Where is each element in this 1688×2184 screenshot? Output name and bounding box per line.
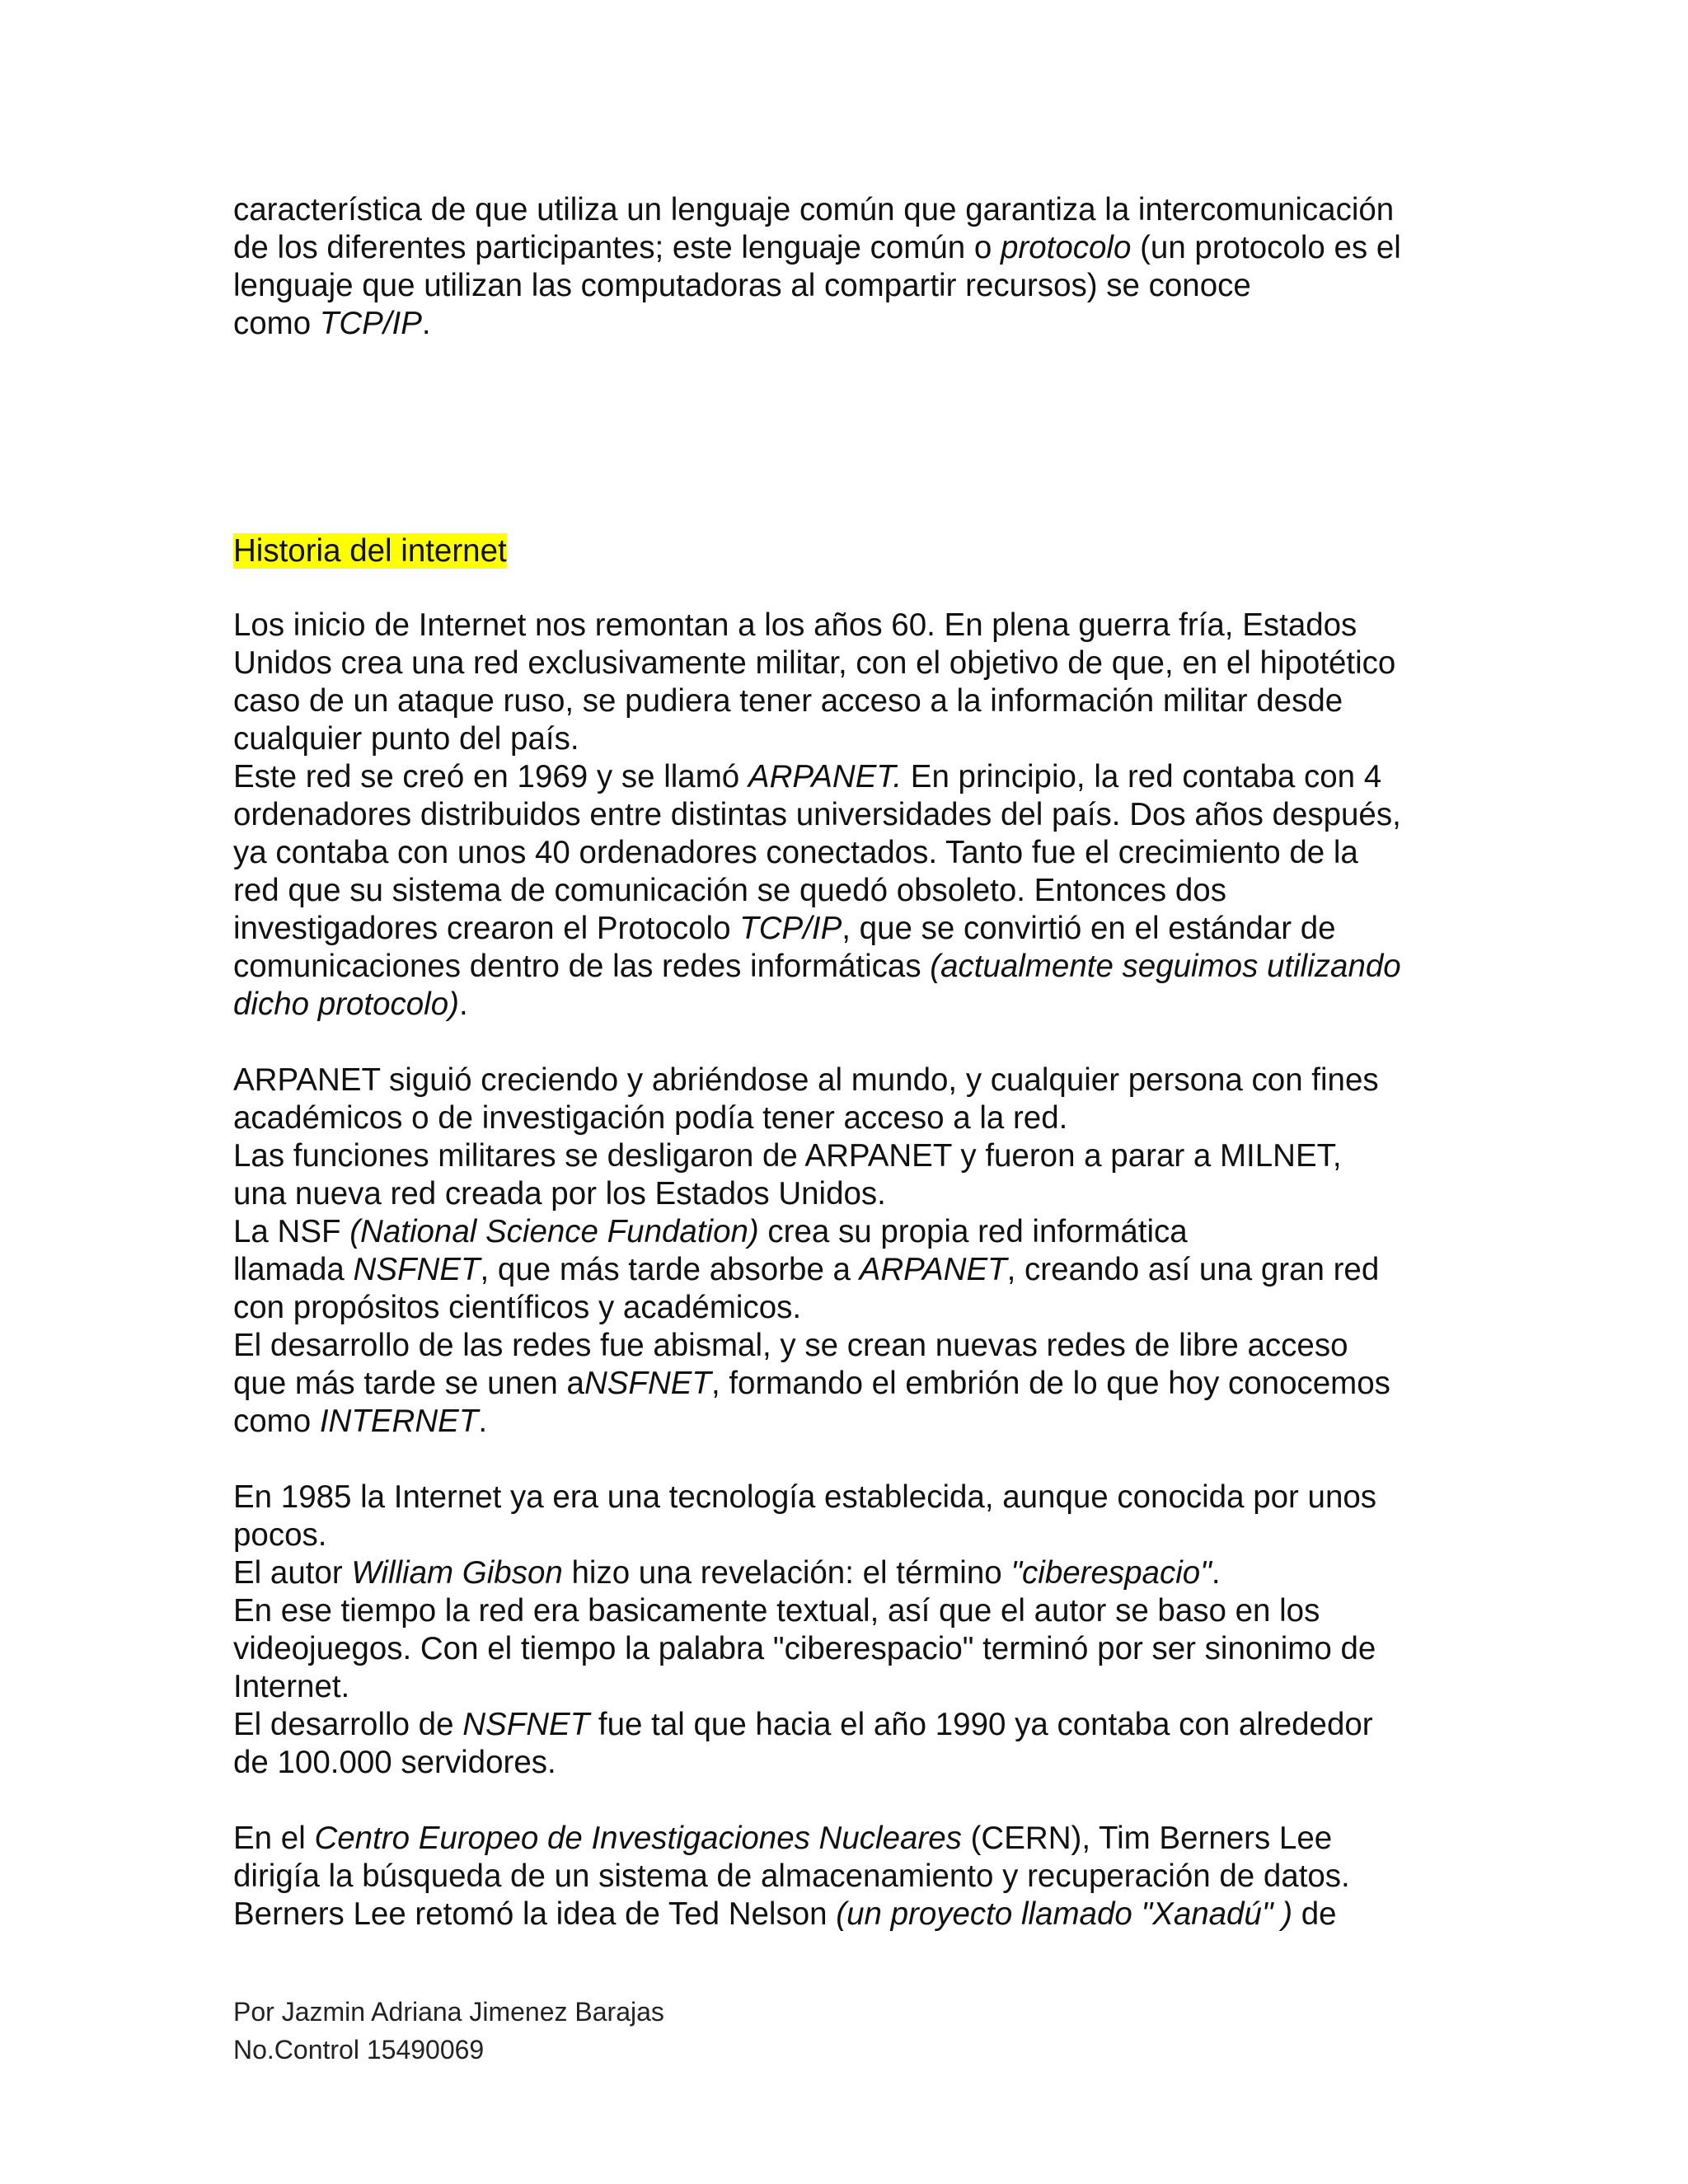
text-line xyxy=(233,758,1478,796)
text-run: crea su propia red informática xyxy=(758,1214,1188,1249)
text-run: como xyxy=(233,306,320,341)
italic-run: protocolo xyxy=(1001,230,1132,265)
footer-control-number: No.Control 15490069 xyxy=(233,2035,485,2064)
text-line xyxy=(233,1175,1478,1213)
italic-run: TCP/IP xyxy=(739,911,842,946)
text-run: (un protocolo es el xyxy=(1131,230,1401,265)
text-run: En ese tiempo la red era basicamente textual, así que el autor se baso en los xyxy=(233,1593,1320,1629)
text-line xyxy=(233,1213,1478,1251)
highlighted-heading-text: Historia del internet xyxy=(233,533,507,569)
text-line xyxy=(233,834,1478,872)
text-line xyxy=(233,720,1478,758)
text-run: dirigía la búsqueda de un sistema de almacenamiento y recuperación de datos. xyxy=(233,1858,1350,1894)
text-run: , que se convirtió en el estándar de xyxy=(842,911,1336,946)
text-run: red que su sistema de comunicación se quedó obsoleto. Entonces dos xyxy=(233,873,1226,908)
italic-run: "ciberespacio" xyxy=(1010,1555,1212,1591)
text-line xyxy=(233,607,1478,644)
text-line xyxy=(233,1327,1478,1365)
paragraph-arpanet xyxy=(233,1062,1478,1441)
text-run: . xyxy=(421,306,431,341)
text-line xyxy=(233,1099,1478,1137)
text-line xyxy=(233,1706,1478,1744)
text-run: de xyxy=(1292,1896,1337,1932)
text-line xyxy=(233,1062,1478,1099)
text-line xyxy=(233,267,1478,305)
italic-run: ARPANET. xyxy=(748,759,903,794)
text-line xyxy=(233,1820,1478,1858)
text-run: ARPANET siguió creciendo y abriéndose al mundo, y cualquier persona con fines xyxy=(233,1062,1379,1098)
page-footer xyxy=(233,1993,664,2069)
text-line xyxy=(233,1516,1478,1554)
text-run: Berners Lee retomó la idea de Ted Nelson xyxy=(233,1896,837,1932)
italic-run: (actualmente seguimos utilizando xyxy=(930,949,1401,984)
text-line xyxy=(233,872,1478,910)
text-run: de 100.000 servidores. xyxy=(233,1745,556,1780)
footer-author: Por Jazmin Adriana Jimenez Barajas xyxy=(233,1997,664,2027)
paragraph-cern xyxy=(233,1820,1478,1933)
italic-run: NSFNET xyxy=(353,1252,481,1287)
text-line xyxy=(233,682,1478,720)
text-line xyxy=(233,1592,1478,1630)
text-run: característica de que utiliza un lenguaje común que garantiza la intercomunicación xyxy=(233,192,1395,227)
text-run: ordenadores distribuidos entre distintas universidades del país. Dos años después, xyxy=(233,797,1401,832)
text-line xyxy=(233,229,1478,267)
text-run: investigadores crearon el Protocolo xyxy=(233,911,740,946)
text-run: La NSF xyxy=(233,1214,350,1249)
text-line xyxy=(233,1668,1478,1706)
text-run: comunicaciones dentro de las redes informáticas xyxy=(233,949,931,984)
text-line xyxy=(233,910,1478,948)
paragraph-1985 xyxy=(233,1479,1478,1782)
text-line xyxy=(233,986,1478,1024)
text-run: fue tal que hacia el año 1990 ya contaba con alrededor xyxy=(589,1707,1373,1742)
text-run: videojuegos. Con el tiempo la palabra "ciberespacio" terminó por ser sinonimo de xyxy=(233,1631,1376,1666)
text-line xyxy=(233,305,1478,343)
section-heading xyxy=(233,532,1478,570)
text-line xyxy=(233,1289,1478,1327)
text-line xyxy=(233,948,1478,986)
text-run: , creando así una gran red xyxy=(1006,1252,1380,1287)
text-run: En 1985 la Internet ya era una tecnología establecida, aunque conocida por unos xyxy=(233,1479,1377,1515)
text-run: con propósitos científicos y académicos. xyxy=(233,1290,802,1325)
text-run: En principio, la red contaba con 4 xyxy=(902,759,1382,794)
text-line xyxy=(233,1251,1478,1289)
italic-run: dicho protocolo) xyxy=(233,987,459,1022)
text-run: Los inicio de Internet nos remontan a los años 60. En plena guerra fría, Estados xyxy=(233,607,1357,643)
text-line xyxy=(233,1479,1478,1516)
text-line xyxy=(233,1630,1478,1668)
text-run: El desarrollo de las redes fue abismal, y se crean nuevas redes de libre acceso xyxy=(233,1328,1348,1363)
italic-run: NSFNET xyxy=(584,1366,711,1401)
italic-run: NSFNET xyxy=(462,1707,590,1742)
italic-run: (National Science Fundation) xyxy=(349,1214,759,1249)
text-run: como xyxy=(233,1404,320,1439)
text-run: . xyxy=(478,1404,488,1439)
paragraph-origins xyxy=(233,607,1478,1024)
text-run: pocos. xyxy=(233,1517,327,1553)
document-body xyxy=(233,191,1478,1933)
text-run: , formando el embrión de lo que hoy conocemos xyxy=(710,1366,1390,1401)
text-run: . xyxy=(1211,1555,1221,1591)
italic-run: Centro Europeo de Investigaciones Nucleares xyxy=(314,1821,962,1856)
text-line xyxy=(233,1858,1478,1896)
text-run: llamada xyxy=(233,1252,354,1287)
text-run: cualquier punto del país. xyxy=(233,721,579,757)
text-run: que más tarde se unen a xyxy=(233,1366,584,1401)
italic-run: TCP/IP xyxy=(319,306,422,341)
text-run: (CERN), Tim Berners Lee xyxy=(961,1821,1333,1856)
text-line xyxy=(233,1896,1478,1933)
italic-run: (un proyecto llamado "Xanadú" ) xyxy=(836,1896,1293,1932)
text-line xyxy=(233,1137,1478,1175)
text-run: Internet. xyxy=(233,1669,350,1704)
text-run: de los diferentes participantes; este lenguaje común o xyxy=(233,230,1001,265)
text-line xyxy=(233,1554,1478,1592)
intro-paragraph xyxy=(233,191,1478,343)
text-line xyxy=(233,191,1478,229)
text-run: El autor xyxy=(233,1555,352,1591)
text-run: una nueva red creada por los Estados Unidos. xyxy=(233,1176,886,1212)
text-run: académicos o de investigación podía tener acceso a la red. xyxy=(233,1100,1068,1136)
text-line xyxy=(233,1744,1478,1782)
text-run: Unidos crea una red exclusivamente militar, con el objetivo de que, en el hipotético xyxy=(233,645,1396,681)
italic-run: William Gibson xyxy=(351,1555,563,1591)
text-run: caso de un ataque ruso, se pudiera tener acceso a la información militar desde xyxy=(233,683,1343,719)
text-run: lenguaje que utilizan las computadoras al compartir recursos) se conoce xyxy=(233,268,1251,303)
text-run: Las funciones militares se desligaron de ARPANET y fueron a parar a MILNET, xyxy=(233,1138,1342,1174)
text-run: , que más tarde absorbe a xyxy=(480,1252,860,1287)
text-run: El desarrollo de xyxy=(233,1707,463,1742)
text-run: . xyxy=(458,987,468,1022)
italic-run: ARPANET xyxy=(859,1252,1007,1287)
text-run: En el xyxy=(233,1821,315,1856)
text-run: ya contaba con unos 40 ordenadores conectados. Tanto fue el crecimiento de la xyxy=(233,835,1358,870)
text-run: Este red se creó en 1969 y se llamó xyxy=(233,759,748,794)
text-run: hizo una revelación: el término xyxy=(562,1555,1011,1591)
text-line xyxy=(233,796,1478,834)
text-line xyxy=(233,1365,1478,1403)
text-line xyxy=(233,1403,1478,1441)
italic-run: INTERNET xyxy=(319,1404,479,1439)
text-line xyxy=(233,644,1478,682)
